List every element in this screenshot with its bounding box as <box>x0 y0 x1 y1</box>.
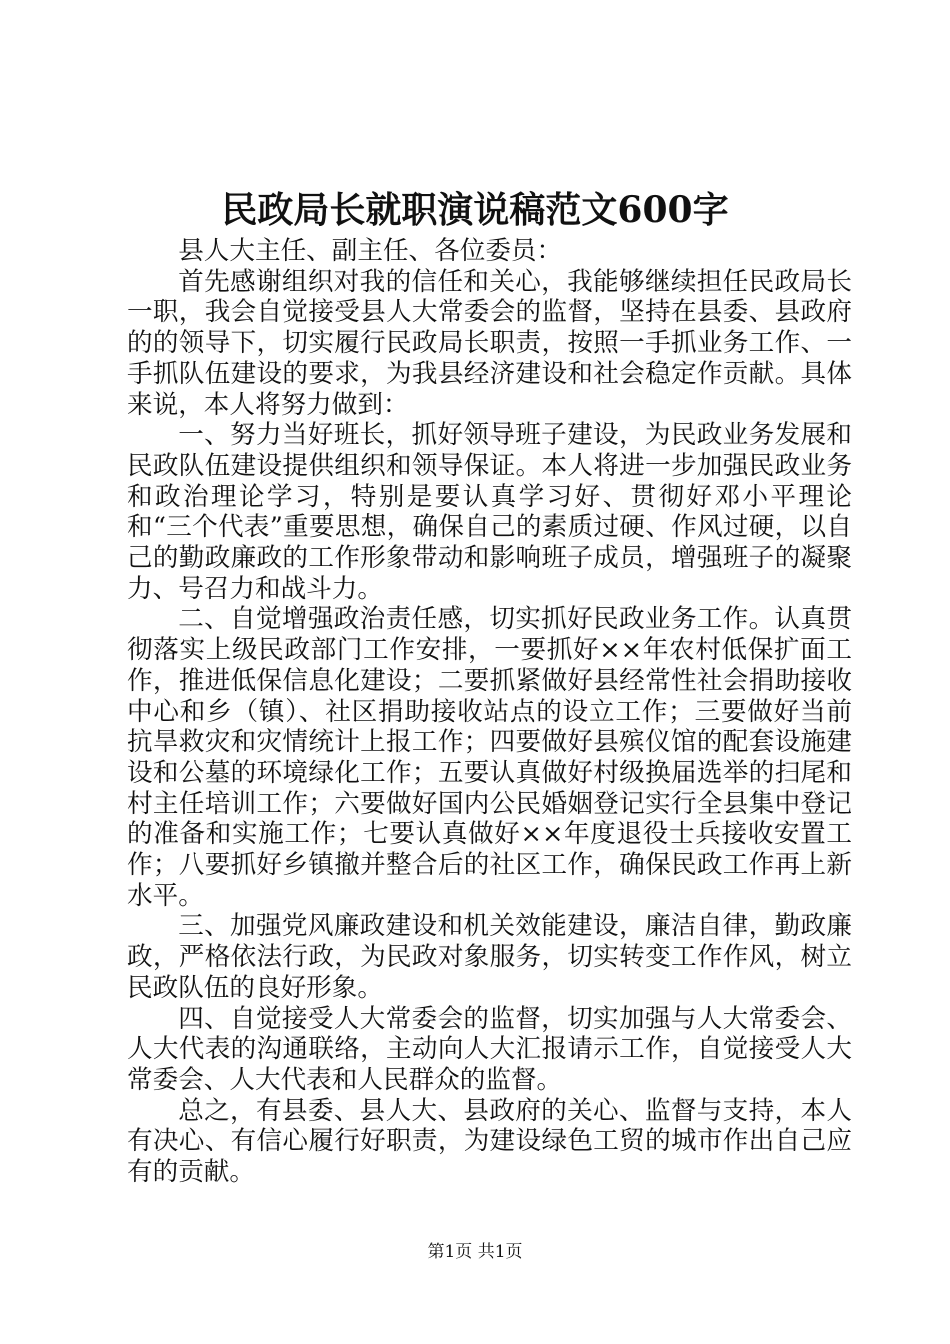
page-number-footer: 第1页 共1页 <box>427 1242 523 1262</box>
document-body <box>127 236 852 1188</box>
conclusion-paragraph: 总之，有县委、县人大、县政府的关心、监督与支持，本人有决心、有信心履行好职责，为建设绿色工贸的城市作出自己应有的贡献。 <box>127 1095 852 1188</box>
point-four-paragraph: 四、自觉接受人大常委会的监督，切实加强与人大常委会、人大代表的沟通联络，主动向人大汇报请示工作，自觉接受人大常委会、人大代表和人民群众的监督。 <box>127 1003 852 1095</box>
point-two-paragraph: 二、自觉增强政治责任感，切实抓好民政业务工作。认真贯彻落实上级民政部门工作安排，一要抓好××年农村低保扩面工作，推进低保信息化建设；二要抓紧做好县经常性社会捐助接收中心和乡（镇）、社区捐助接收站点的设立工作；三要做好当前抗旱救灾和灾情统计上报工作；四要做好县殡仪馆的配套设施建设和公墓的环境绿化工作；五要认真做好村级换届选举的扫尾和村主任培训工作；六要做好国内公民婚姻登记实行全县集中登记的准备和实施工作；七要认真做好××年度退役士兵接收安置工作；八要抓好乡镇撤并整合后的社区工作，确保民政工作再上新水平。 <box>127 604 852 911</box>
point-one-paragraph: 一、努力当好班长，抓好领导班子建设，为民政业务发展和民政队伍建设提供组织和领导保证。本人将进一步加强民政业务和政治理论学习，特别是要认真学习好、贯彻好邓小平理论和“三个代表”重要思想，确保自己的素质过硬、作风过硬，以自己的勤政廉政的工作形象带动和影响班子成员，增强班子的凝聚力、号召力和战斗力。 <box>127 420 852 604</box>
salutation-paragraph: 县人大主任、副主任、各位委员： <box>178 236 563 266</box>
point-three-paragraph: 三、加强党风廉政建设和机关效能建设，廉洁自律，勤政廉政，严格依法行政，为民政对象服务，切实转变工作作风，树立民政队伍的良好形象。 <box>127 911 852 1003</box>
page-title: 民政局长就职演说稿范文600字 <box>221 189 729 231</box>
intro-paragraph: 首先感谢组织对我的信任和关心，我能够继续担任民政局长一职，我会自觉接受县人大常委会的监督，坚持在县委、县政府的的领导下，切实履行民政局长职责，按照一手抓业务工作、一手抓队伍建设的要求，为我县经济建设和社会稳定作贡献。具体来说，本人将努力做到： <box>127 266 852 420</box>
